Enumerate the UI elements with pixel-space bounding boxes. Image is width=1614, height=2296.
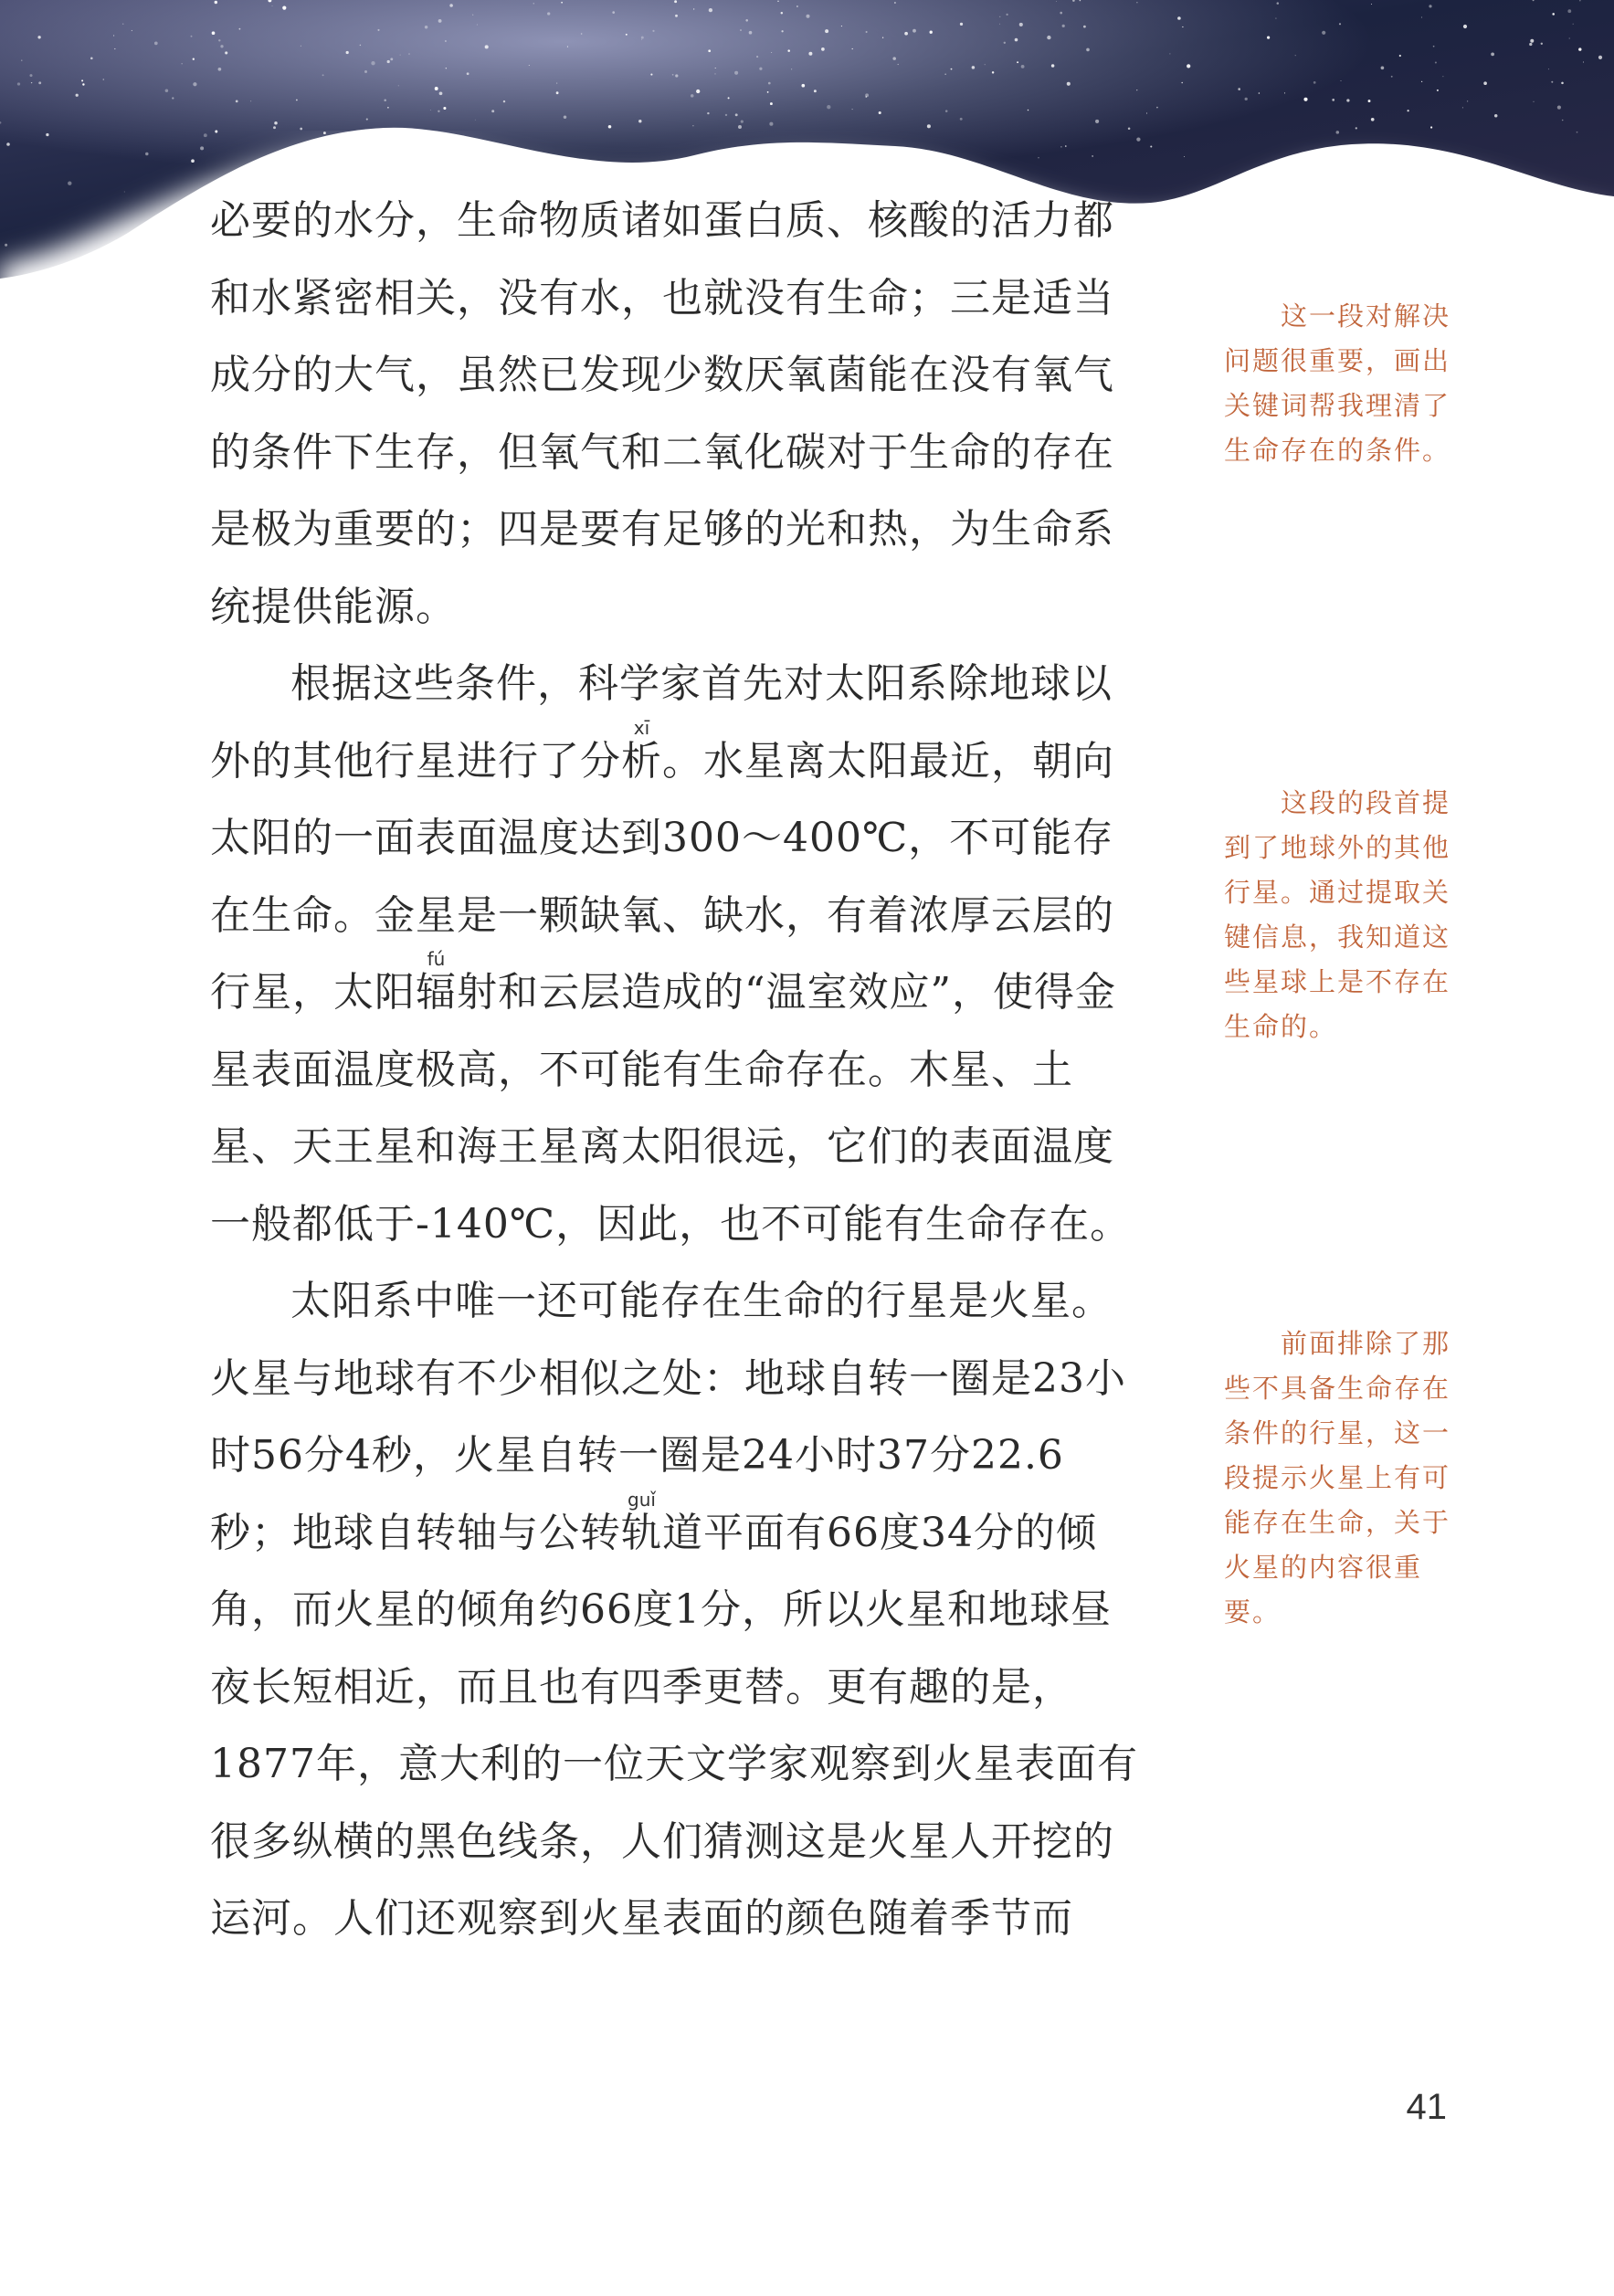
star-dot	[1047, 36, 1050, 39]
star-dot	[1017, 61, 1018, 63]
star-dot	[814, 90, 817, 92]
star-dot	[1156, 107, 1158, 109]
star-dot	[204, 133, 207, 137]
star-dot	[691, 94, 694, 98]
star-dot	[398, 85, 399, 86]
ruby-gui-pinyin: guǐ	[621, 1488, 662, 1511]
star-dot	[366, 119, 368, 121]
star-dot	[533, 3, 534, 4]
star-dot	[491, 110, 494, 112]
star-dot	[390, 58, 393, 60]
star-dot	[1421, 16, 1422, 17]
star-dot	[21, 59, 22, 60]
star-dot	[1021, 65, 1025, 68]
star-dot	[1038, 157, 1039, 158]
star-dot	[1579, 0, 1580, 1]
star-dot	[1060, 146, 1062, 148]
paragraph-1: 必要的水分，生命物质诸如蛋白质、核酸的活力都和水紧密相关，没有水，也就没有生命；三是适当成分的大气，虽然已发现少数厌氧菌能在没有氧气的条件下生存，但氧气和二氧化碳对于生命的存在是极为重要的；四是要有足够的光和热，为生命系统提供能源。	[210, 197, 1114, 630]
star-dot	[1529, 43, 1532, 46]
star-dot	[827, 105, 830, 109]
star-dot	[707, 112, 709, 114]
star-dot	[652, 30, 654, 32]
star-dot	[672, 74, 674, 76]
star-dot	[641, 39, 642, 40]
star-dot	[1442, 76, 1443, 77]
star-dot	[1028, 110, 1029, 111]
star-dot	[626, 34, 628, 36]
ruby-xi-pinyin: xī	[621, 716, 662, 739]
star-dot	[1336, 131, 1340, 134]
star-dot	[113, 35, 114, 36]
star-dot	[1083, 26, 1086, 28]
star-dot	[1463, 25, 1467, 28]
star-dot	[1182, 26, 1183, 27]
star-dot	[581, 33, 583, 35]
star-dot	[808, 52, 812, 56]
star-dot	[1303, 98, 1307, 101]
star-dot	[218, 39, 220, 41]
star-dot	[675, 74, 678, 77]
star-dot	[472, 15, 473, 16]
star-dot	[408, 54, 409, 55]
star-dot	[708, 49, 711, 52]
paragraph-3-part-1: 太阳系中唯一还可能存在生命的行星是火星。火星与地球有不少相似之处：地球自转一圈是23小时56分4秒，火星自转一圈是24小时37分22.6秒；地球自转轴与公转	[210, 1278, 1126, 1556]
star-dot	[999, 16, 1000, 17]
star-dot	[296, 100, 298, 101]
star-dot	[485, 45, 489, 48]
star-dot	[715, 73, 716, 74]
star-dot	[445, 40, 447, 42]
star-dot	[945, 74, 946, 75]
star-dot	[37, 36, 40, 38]
star-dot	[735, 113, 738, 116]
star-dot	[1128, 127, 1131, 130]
star-dot	[1598, 56, 1602, 59]
star-dot	[1339, 23, 1341, 25]
star-dot	[1548, 68, 1549, 69]
star-dot	[1146, 112, 1147, 113]
star-dot	[1136, 2, 1137, 3]
paragraph-2	[210, 646, 1142, 1263]
star-dot	[300, 128, 302, 131]
star-dot	[898, 64, 899, 65]
star-dot	[145, 153, 148, 155]
star-dot	[650, 74, 652, 76]
star-dot	[387, 60, 390, 63]
star-dot	[879, 111, 881, 114]
side-note-3	[1224, 1322, 1452, 1635]
star-dot	[1494, 114, 1498, 118]
star-dot	[556, 83, 557, 84]
star-dot	[787, 49, 790, 52]
star-dot	[852, 109, 853, 110]
star-dot	[250, 100, 251, 101]
star-dot	[449, 4, 453, 7]
ruby-gui	[621, 1488, 662, 1556]
star-dot	[503, 100, 505, 102]
star-dot	[1181, 82, 1183, 84]
star-dot	[212, 31, 216, 35]
star-dot	[1346, 99, 1349, 101]
star-dot	[215, 1, 217, 4]
star-dot	[1567, 9, 1571, 13]
star-dot	[1433, 46, 1435, 47]
star-dot	[82, 83, 84, 85]
side-note-1-text: 这一段对解决问题很重要，画出关键词帮我理清了生命存在的条件。	[1224, 300, 1451, 466]
star-dot	[29, 74, 32, 77]
star-dot	[769, 122, 773, 126]
side-note-2-text: 这段的段首提到了地球外的其他行星。通过提取关键信息，我知道这些星球上是不存在生命的。	[1224, 787, 1451, 1042]
ruby-fu	[416, 948, 457, 1016]
star-dot	[749, 31, 753, 35]
star-dot	[1004, 42, 1006, 44]
star-dot	[1332, 99, 1334, 101]
star-dot	[443, 107, 446, 110]
star-dot	[68, 182, 71, 185]
star-dot	[387, 107, 389, 109]
star-dot	[220, 45, 223, 47]
star-dot	[76, 94, 79, 97]
paragraph-2-part-1: 根据这些条件，科学家首先对太阳系除地球以外的其他行星进行了分	[210, 660, 1113, 785]
star-dot	[894, 2, 896, 4]
star-dot	[945, 110, 948, 112]
star-dot	[439, 91, 443, 95]
star-dot	[1006, 14, 1007, 16]
star-dot	[756, 56, 758, 58]
star-dot	[191, 159, 195, 163]
star-dot	[1561, 82, 1564, 85]
star-dot	[1184, 156, 1185, 157]
star-dot	[364, 70, 367, 73]
star-dot	[692, 125, 693, 126]
star-dot	[709, 8, 712, 12]
star-dot	[674, 0, 677, 3]
star-dot	[215, 131, 217, 133]
star-dot	[960, 118, 963, 121]
star-dot	[1437, 90, 1439, 91]
star-dot	[17, 82, 20, 85]
star-dot	[122, 23, 123, 24]
star-dot	[1557, 106, 1561, 110]
star-dot	[38, 81, 41, 84]
star-dot	[200, 146, 204, 150]
ruby-xi-char: 析	[621, 737, 662, 785]
star-dot	[323, 132, 326, 134]
star-dot	[1267, 37, 1270, 39]
star-dot	[1435, 61, 1437, 63]
star-dot	[1067, 82, 1071, 86]
side-note-3-text: 前面排除了那些不具备生命存在条件的行星，这一段提示火星上有可能存在生命，关于火星的内容很重要。	[1224, 1328, 1451, 1627]
star-dot	[892, 57, 896, 60]
star-dot	[608, 125, 612, 129]
star-dot	[435, 87, 438, 90]
star-dot	[182, 63, 183, 64]
star-dot	[781, 12, 783, 14]
star-dot	[1150, 145, 1152, 147]
star-dot	[1462, 107, 1463, 108]
star-dot	[346, 51, 349, 54]
star-dot	[1277, 2, 1280, 5]
star-dot	[165, 90, 169, 93]
star-dot	[912, 29, 916, 33]
star-dot	[236, 100, 238, 103]
star-dot	[193, 82, 196, 86]
star-dot	[740, 29, 742, 31]
star-dot	[1065, 145, 1067, 147]
star-dot	[777, 1, 778, 2]
star-dot	[1573, 24, 1574, 25]
star-dot	[1136, 137, 1140, 141]
star-dot	[904, 32, 908, 36]
star-dot	[561, 2, 563, 4]
star-dot	[400, 55, 401, 56]
star-dot	[882, 37, 883, 38]
star-dot	[1399, 55, 1401, 57]
star-dot	[274, 121, 278, 125]
star-dot	[781, 30, 783, 32]
star-dot	[612, 11, 615, 14]
star-dot	[467, 72, 469, 75]
star-dot	[1430, 126, 1432, 128]
star-dot	[728, 97, 730, 99]
star-dot	[1541, 43, 1543, 45]
star-dot	[1245, 98, 1248, 100]
star-dot	[1177, 16, 1181, 20]
star-dot	[1552, 13, 1555, 16]
star-dot	[1259, 92, 1261, 94]
star-dot	[1322, 31, 1325, 35]
star-dot	[1368, 100, 1371, 102]
star-dot	[1483, 81, 1487, 85]
star-dot	[693, 8, 694, 9]
star-dot	[6, 142, 10, 146]
star-dot	[768, 82, 771, 85]
star-dot	[638, 120, 641, 122]
star-dot	[734, 71, 738, 75]
star-dot	[1569, 37, 1570, 38]
star-dot	[303, 143, 305, 145]
star-dot	[1391, 76, 1393, 78]
star-dot	[31, 82, 32, 83]
star-dot	[759, 68, 762, 70]
page-number: 41	[1406, 2087, 1447, 2127]
star-dot	[738, 125, 742, 129]
star-dot	[1169, 53, 1170, 54]
paragraph-2-part-2: 。水星离太阳最近，朝向太阳的一面表面温度达到300～400℃，不可能存在生命。金星是一颗缺氧、缺水，有着浓厚云层的行星，太阳	[210, 737, 1114, 1016]
star-dot	[806, 15, 809, 18]
star-dot	[1341, 80, 1342, 81]
star-dot	[239, 28, 241, 30]
star-dot	[771, 52, 772, 53]
star-dot	[992, 71, 994, 73]
star-dot	[1578, 47, 1581, 50]
star-dot	[529, 65, 530, 66]
star-dot	[641, 37, 644, 39]
star-dot	[438, 111, 439, 112]
star-dot	[1408, 110, 1409, 111]
star-dot	[866, 31, 868, 33]
star-dot	[930, 31, 933, 34]
star-dot	[1238, 88, 1240, 90]
star-dot	[384, 100, 386, 102]
star-dot	[90, 58, 93, 60]
star-dot	[271, 5, 272, 6]
paragraph-2-part-3: 射和云层造成的“温室效应”，使得金星表面温度极高，不可能有生命存在。木星、土星、天王星和海王星离太阳很远，它们的表面温度一般都低于-140℃，因此，也不可能有生命存在。	[210, 969, 1132, 1248]
star-dot	[821, 47, 825, 51]
star-dot	[438, 19, 442, 23]
star-dot	[675, 15, 678, 17]
star-dot	[791, 68, 792, 69]
star-dot	[1015, 38, 1018, 42]
ruby-xi	[621, 716, 662, 785]
star-dot	[124, 191, 125, 192]
star-dot	[1095, 120, 1099, 123]
star-dot	[360, 45, 362, 47]
star-dot	[999, 24, 1000, 25]
star-dot	[114, 48, 115, 49]
star-dot	[1056, 1, 1057, 2]
star-dot	[1187, 64, 1190, 68]
star-dot	[852, 48, 853, 49]
star-dot	[1577, 132, 1578, 133]
star-dot	[172, 97, 174, 99]
star-dot	[745, 19, 748, 22]
star-dot	[1060, 12, 1062, 15]
star-dot	[191, 36, 193, 37]
star-dot	[1551, 81, 1553, 83]
star-dot	[770, 102, 773, 105]
star-dot	[1086, 48, 1090, 52]
side-note-1	[1224, 294, 1452, 473]
star-dot	[274, 157, 276, 159]
star-dot	[1491, 53, 1494, 57]
star-dot	[741, 121, 744, 123]
star-dot	[477, 25, 478, 26]
star-dot	[218, 68, 222, 71]
star-dot	[225, 51, 227, 54]
star-dot	[102, 79, 104, 80]
star-dot	[767, 91, 769, 93]
star-dot	[547, 12, 550, 15]
star-dot	[564, 115, 566, 118]
star-dot	[1371, 4, 1372, 5]
star-dot	[1562, 120, 1564, 121]
star-dot	[1533, 101, 1534, 102]
star-dot	[1356, 127, 1357, 129]
star-dot	[322, 74, 324, 76]
star-dot	[1467, 100, 1468, 101]
ruby-fu-pinyin: fú	[416, 948, 457, 970]
side-note-2	[1224, 781, 1452, 1049]
star-dot	[282, 6, 286, 10]
ruby-fu-char: 辐	[416, 969, 457, 1016]
star-dot	[951, 68, 953, 70]
star-dot	[1313, 81, 1316, 84]
star-dot	[154, 42, 158, 46]
star-dot	[1275, 17, 1276, 18]
star-dot	[5, 244, 7, 247]
star-dot	[1530, 39, 1534, 43]
star-dot	[865, 96, 867, 98]
star-dot	[430, 110, 431, 111]
star-dot	[1371, 118, 1375, 121]
star-dot	[696, 90, 700, 93]
star-dot	[1019, 23, 1023, 26]
star-dot	[556, 91, 559, 94]
star-dot	[1381, 66, 1385, 69]
star-dot	[1421, 81, 1422, 82]
star-dot	[796, 5, 798, 7]
star-dot	[1295, 55, 1296, 56]
star-dot	[960, 23, 963, 26]
star-dot	[1284, 92, 1285, 93]
star-dot	[825, 29, 828, 33]
paragraph-3	[210, 1263, 1142, 1958]
star-dot	[46, 133, 48, 136]
star-dot	[725, 114, 727, 116]
star-dot	[1062, 25, 1065, 27]
paragraph-3-part-2: 道平面有66度34分的倾角，而火星的倾角约66度1分，所以火星和地球昼夜长短相近，而且也有四季更替。更有趣的是，1877年，意大利的一位天文学家观察到火星表面有很多纵横的黑色线条，人们猜测这是火星人开挖的运河。人们还观察到火星表面的颜色随着季节而	[210, 1509, 1138, 1942]
star-dot	[475, 120, 476, 121]
star-dot	[927, 124, 931, 128]
star-dot	[371, 61, 374, 65]
star-dot	[1051, 64, 1055, 68]
star-dot	[377, 29, 379, 31]
star-dot	[273, 126, 276, 129]
star-dot	[193, 58, 195, 60]
star-dot	[1583, 62, 1584, 63]
star-dot	[801, 84, 805, 88]
ruby-gui-char: 轨	[621, 1509, 662, 1556]
star-dot	[972, 66, 976, 69]
star-dot	[1429, 5, 1431, 7]
main-text	[210, 183, 1142, 1958]
star-dot	[985, 64, 986, 65]
star-dot	[425, 26, 427, 28]
star-dot	[81, 79, 83, 81]
